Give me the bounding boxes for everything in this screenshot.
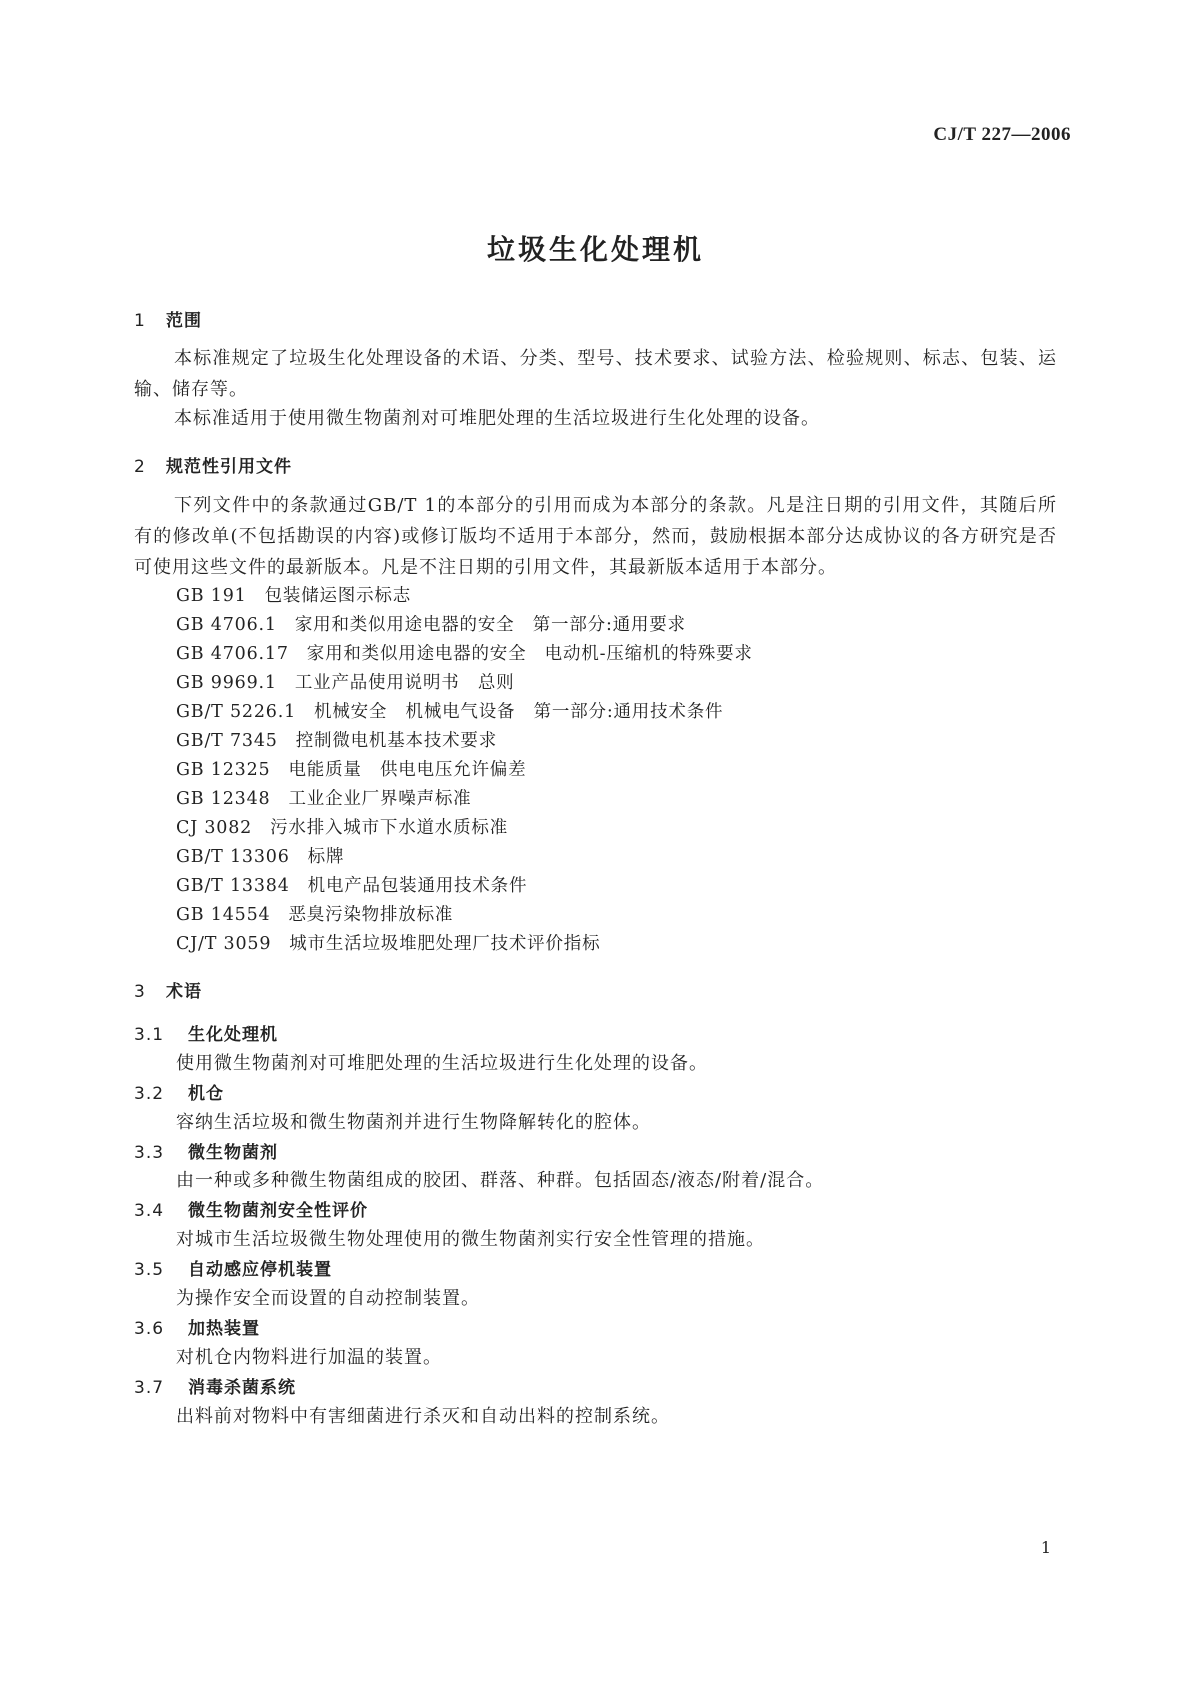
reference-code: GB 191 xyxy=(176,586,247,606)
term-definition: 出料前对物料中有害细菌进行杀灭和自动出料的控制系统。 xyxy=(176,1406,670,1427)
reference-code: GB/T 7345 xyxy=(176,731,278,751)
scope-paragraph-2: 本标准适用于使用微生物菌剂对可堆肥处理的生活垃圾进行生化处理的设备。 xyxy=(174,408,820,429)
term-number: 3.7 xyxy=(134,1378,165,1398)
reference-title: 电能质量 供电电压允许偏差 xyxy=(288,760,527,780)
reference-title: 污水排入城市下水道水质标准 xyxy=(270,818,509,838)
term-number: 3.6 xyxy=(134,1319,165,1339)
section-1-heading xyxy=(134,306,202,331)
term-number: 3.1 xyxy=(134,1025,165,1045)
page-number: 1 xyxy=(1040,1538,1051,1557)
reference-code: GB 12348 xyxy=(176,789,271,809)
reference-item xyxy=(176,698,723,723)
term-number: 3.4 xyxy=(134,1201,165,1221)
reference-title: 机械安全 机械电气设备 第一部分:通用技术条件 xyxy=(314,702,724,722)
reference-title: 家用和类似用途电器的安全 第一部分:通用要求 xyxy=(294,615,686,635)
reference-title: 家用和类似用途电器的安全 电动机-压缩机的特殊要求 xyxy=(306,644,753,664)
reference-title: 标牌 xyxy=(307,847,345,867)
document-title: 垃圾生化处理机 xyxy=(486,233,704,266)
reference-item xyxy=(176,669,514,694)
term-name: 微生物菌剂安全性评价 xyxy=(188,1201,368,1221)
term-heading xyxy=(134,1020,278,1045)
section-number: 1 xyxy=(134,311,146,331)
section-number: 2 xyxy=(134,457,146,477)
term-name: 消毒杀菌系统 xyxy=(188,1378,296,1398)
reference-title: 机电产品包装通用技术条件 xyxy=(307,876,528,896)
reference-code: GB/T 13306 xyxy=(176,847,290,867)
reference-code: GB/T 13384 xyxy=(176,876,290,896)
term-heading xyxy=(134,1373,296,1398)
term-number: 3.2 xyxy=(134,1084,165,1104)
term-name: 微生物菌剂 xyxy=(188,1143,278,1163)
reference-title: 工业企业厂界噪声标准 xyxy=(288,789,472,809)
reference-item xyxy=(176,727,497,752)
reference-item xyxy=(176,814,508,839)
references-intro: 下列文件中的条款通过GB/T 1的本部分的引用而成为本部分的条款。凡是注日期的引用文件，其随后所有的修改单(不包括勘误的内容)或修订版均不适用于本部分，然而，鼓励根据本部分达成协议的各方研究是否可使用这些文件的最新版本。凡是不注日期的引用文件，其最新版本适用于本部分。 xyxy=(134,495,1057,578)
reference-code: GB 4706.17 xyxy=(176,644,289,664)
term-definition: 容纳生活垃圾和微生物菌剂并进行生物降解转化的腔体。 xyxy=(176,1112,651,1133)
reference-code: GB 14554 xyxy=(176,905,271,925)
term-heading xyxy=(134,1138,278,1163)
term-heading xyxy=(134,1255,332,1280)
section-title: 术语 xyxy=(166,982,202,1002)
term-name: 机仓 xyxy=(188,1084,224,1104)
reference-item xyxy=(176,785,471,810)
reference-item xyxy=(176,582,411,607)
reference-item xyxy=(176,611,686,636)
reference-code: GB 12325 xyxy=(176,760,271,780)
section-title: 规范性引用文件 xyxy=(166,457,292,477)
term-number: 3.3 xyxy=(134,1143,165,1163)
reference-item xyxy=(176,901,453,926)
scope-paragraph-1: 本标准规定了垃圾生化处理设备的术语、分类、型号、技术要求、试验方法、检验规则、标志、包装、运输、储存等。 xyxy=(134,348,1057,400)
reference-item xyxy=(176,843,344,868)
term-heading xyxy=(134,1314,260,1339)
term-heading xyxy=(134,1196,368,1221)
section-number: 3 xyxy=(134,982,146,1002)
term-definition: 为操作安全而设置的自动控制装置。 xyxy=(176,1288,480,1309)
reference-item xyxy=(176,872,527,897)
term-definition: 由一种或多种微生物菌组成的胶团、群落、种群。包括固态/液态/附着/混合。 xyxy=(176,1170,825,1191)
reference-title: 城市生活垃圾堆肥处理厂技术评价指标 xyxy=(289,934,601,954)
reference-code: GB 9969.1 xyxy=(176,673,277,693)
term-number: 3.5 xyxy=(134,1260,165,1280)
reference-code: GB/T 5226.1 xyxy=(176,702,297,722)
section-2-heading xyxy=(134,452,292,477)
reference-code: CJ 3082 xyxy=(176,818,253,838)
term-name: 生化处理机 xyxy=(188,1025,278,1045)
term-definition: 使用微生物菌剂对可堆肥处理的生活垃圾进行生化处理的设备。 xyxy=(176,1053,708,1074)
standard-code: CJ/T 227—2006 xyxy=(933,124,1071,145)
term-name: 自动感应停机装置 xyxy=(188,1260,332,1280)
term-heading xyxy=(134,1079,224,1104)
reference-item xyxy=(176,930,600,955)
reference-code: CJ/T 3059 xyxy=(176,934,272,954)
term-name: 加热装置 xyxy=(188,1319,260,1339)
reference-item xyxy=(176,756,526,781)
reference-title: 控制微电机基本技术要求 xyxy=(295,731,498,751)
section-3-heading xyxy=(134,977,202,1002)
reference-item xyxy=(176,640,753,665)
reference-title: 工业产品使用说明书 总则 xyxy=(294,673,515,693)
reference-code: GB 4706.1 xyxy=(176,615,277,635)
reference-title: 包装储运图示标志 xyxy=(264,586,412,606)
term-definition: 对城市生活垃圾微生物处理使用的微生物菌剂实行安全性管理的措施。 xyxy=(176,1229,765,1250)
reference-title: 恶臭污染物排放标准 xyxy=(288,905,454,925)
section-title: 范围 xyxy=(166,311,202,331)
term-definition: 对机仓内物料进行加温的装置。 xyxy=(176,1347,442,1368)
